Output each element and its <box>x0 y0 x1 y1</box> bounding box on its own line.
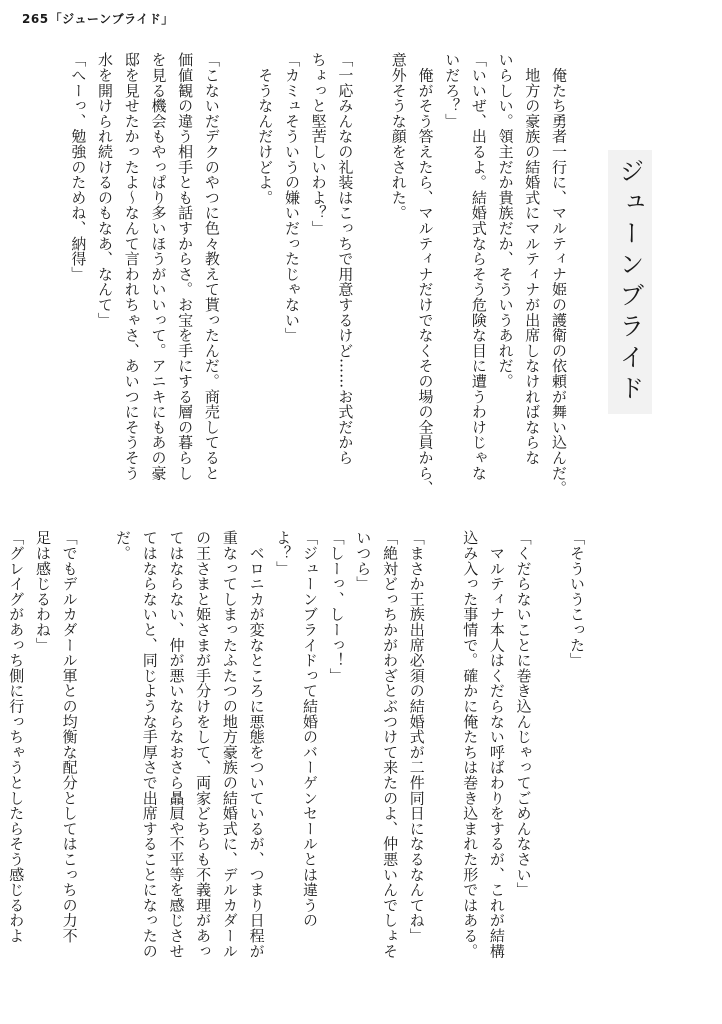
text-line: だ。 <box>114 530 133 561</box>
text-line: 足は感じるわね」 <box>33 530 52 653</box>
text-line: 価値観の違う相手とも話すからさ。お宝を手にする層の暮らし <box>176 52 195 481</box>
text-line: てはならないと、同じような手厚さで出席することになったの <box>140 530 159 959</box>
text-line: 「いいぜ、出るよ。結婚式ならそう危険な目に遭うわけじゃな <box>469 52 488 481</box>
running-title: 「ジューンブライド」 <box>49 12 174 26</box>
text-line: 「絶対どっちかがわざとぶつけて来たのよ、仲悪いんでしょそ <box>381 530 400 959</box>
text-line: ちょっと堅苦しいわよ？」 <box>309 52 328 236</box>
text-line: いつら」 <box>354 530 373 592</box>
text-line: 俺がそう答えたら、マルティナだけでなくその場の全員から、 <box>416 52 435 496</box>
text-line: 地方の豪族の結婚式にマルティナが出席しなければならな <box>523 52 542 466</box>
page-number: 265 <box>22 12 49 26</box>
running-header <box>22 10 174 27</box>
text-line: の王さまと姫さまが手分けをして、両家どちらも不義理があっ <box>194 530 213 959</box>
text-line: 水を開けられ続けるのもなあ、なんて」 <box>96 52 115 328</box>
text-line: 「くだらないことに巻き込んじゃってごめんなさい」 <box>514 530 533 898</box>
text-line: 重なってしまったふたつの地方豪族の結婚式に、デルカダール <box>220 530 239 959</box>
text-line <box>537 530 564 992</box>
text-line: 「こないだデクのやつに色々教えて貰ったんだ。商売してると <box>202 52 221 481</box>
body-text-lower <box>0 530 590 992</box>
text-line: マルティナ本人はくだらない呼ばわりをするが、これが結構 <box>487 530 506 959</box>
text-line: そうなんだけどよ。 <box>256 52 275 205</box>
text-line: 「カミュそういうの嫌いだったじゃない」 <box>282 52 301 343</box>
text-line <box>358 52 385 504</box>
text-line: 邸を見せたかったよ～なんて言われちゃさ、あいつにそうそう <box>122 52 141 481</box>
body-text-upper <box>65 52 572 504</box>
text-line: いらしい。領主だか貴族だか、そういうあれだ。 <box>496 52 515 389</box>
text-line <box>225 52 252 504</box>
text-line: 「一応みんなの礼装はこっちで用意するけど……お式だから <box>336 52 355 466</box>
text-line: ベロニカが変なところに悪態をついているが、つまり日程が <box>247 530 266 959</box>
text-line: よ？」 <box>274 530 293 576</box>
text-line: 「でもデルカダール軍との均衡な配分としてはこっちの力不 <box>60 530 79 944</box>
text-line: 「まさか王族出席必須の結婚式が二件同日になるなんてね」 <box>407 530 426 944</box>
text-line <box>83 530 110 992</box>
chapter-title: ジューンブライド <box>608 150 652 414</box>
text-line: 「しーっ、しーっ！」 <box>327 530 346 683</box>
text-line: 「そういうこった」 <box>568 530 586 668</box>
text-line: 俺たち勇者一行に、マルティナ姫の護衛の依頼が舞い込んだ。 <box>550 52 568 496</box>
text-line: 「ジューンブライドって結婚のバーゲンセールとは違うの <box>300 530 319 928</box>
text-line <box>430 530 457 992</box>
text-line: 意外そうな顔をされた。 <box>389 52 408 221</box>
text-line: いだろ？」 <box>443 52 462 129</box>
text-line: を見る機会もやっぱり多いほうがいいって。アニキにもあの豪 <box>149 52 168 481</box>
text-line: 「グレイグがあっち側に行っちゃうとしたらそう感じるわよ <box>7 530 26 944</box>
text-line: てはならない、仲が悪いならなおさら贔屓や不平等を感じさせ <box>167 530 186 959</box>
text-line: 「へーっ、勉強のためね、納得」 <box>69 52 88 282</box>
text-line: 込み入った事情で。確かに俺たちは巻き込まれた形ではある。 <box>461 530 480 959</box>
